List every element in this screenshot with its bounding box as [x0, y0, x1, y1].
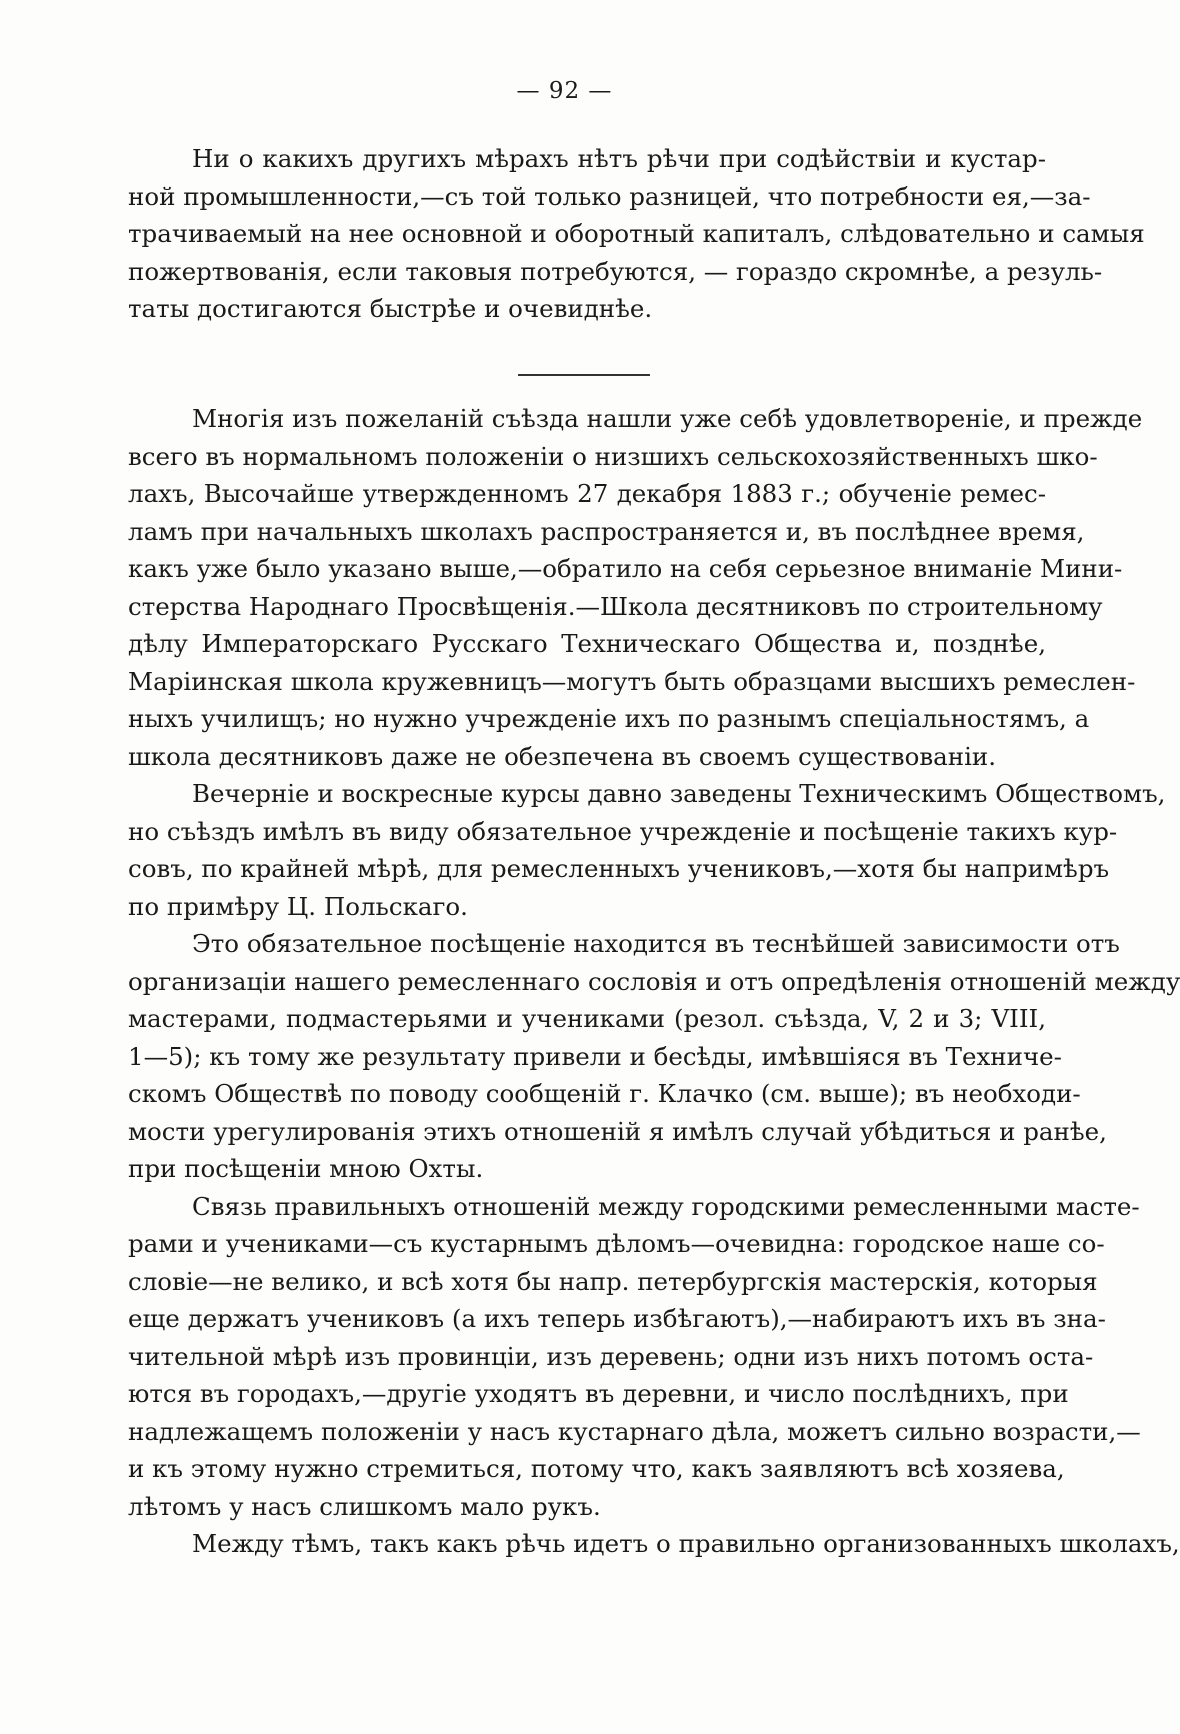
text-line: ныхъ училищъ; но нужно учрежденіе ихъ по разнымъ спеціальностямъ, а — [128, 704, 1090, 733]
text-line: чительной мѣрѣ изъ провинціи, изъ деревень; одни изъ нихъ потомъ оста- — [128, 1341, 1094, 1371]
text-line: Вечерніе и воскресные курсы давно заведены Техническимъ Обществомъ, — [192, 779, 1166, 808]
paragraph-block-1 — [128, 140, 1145, 328]
text-line: Это обязательное посѣщеніе находится въ теснѣйшей зависимости отъ — [192, 929, 1120, 958]
text-line: ламъ при начальныхъ школахъ распространяется и, въ послѣднее время, — [128, 516, 1085, 546]
text-line: трачиваемый на нее основной и оборотный капиталъ, слѣдовательно и самыя — [128, 219, 1145, 248]
text-line: Ни о какихъ другихъ мѣрахъ нѣтъ рѣчи при содѣйствіи и кустар- — [192, 144, 1046, 173]
text-line: всего въ нормальномъ положеніи о низшихъ сельскохозяйственныхъ шко- — [128, 441, 1098, 471]
text-line: лѣтомъ у насъ слишкомъ мало рукъ. — [128, 1491, 601, 1521]
text-line: стерства Народнаго Просвѣщенія.—Школа десятниковъ по строительному — [128, 591, 1103, 621]
text-line: организаціи нашего ремесленнаго сословія и отъ опредѣленія отношеній между — [128, 966, 1180, 996]
section-divider — [518, 374, 650, 376]
text-line: мости урегулированія этихъ отношеній я имѣлъ случай убѣдиться и ранѣе, — [128, 1116, 1107, 1146]
text-line: пожертвованія, если таковыя потребуются, — гораздо скромнѣе, а резуль- — [128, 256, 1103, 286]
text-line: и къ этому нужно стремиться, потому что, какъ заявляютъ всѣ хозяева, — [128, 1454, 1065, 1483]
text-line: рами и учениками—съ кустарнымъ дѣломъ—очевидна: городское наше со- — [128, 1229, 1105, 1258]
text-line: совъ, по крайней мѣрѣ, для ремесленныхъ учениковъ,—хотя бы напримѣръ — [128, 854, 1110, 883]
text-line: какъ уже было указано выше,—обратило на себя серьезное вниманіе Мини- — [128, 554, 1123, 583]
text-line: Маріинская школа кружевницъ—могутъ быть образцами высшихъ ремеслен- — [128, 666, 1136, 696]
text-line: при посѣщеніи мною Охты. — [128, 1154, 484, 1183]
paragraph-block-2 — [128, 400, 1180, 1563]
text-line: скомъ Обществѣ по поводу сообщеній г. Клачко (см. выше); въ необходи- — [128, 1079, 1081, 1108]
text-line: дѣлу Императорскаго Русскаго Техническаго Общества и, позднѣе, — [128, 629, 1046, 658]
page-number: — 92 — — [516, 78, 613, 104]
text-line: таты достигаются быстрѣе и очевиднѣе. — [128, 294, 653, 323]
text-line: лахъ, Высочайше утвержденномъ 27 декабря 1883 г.; обученіе ремес- — [128, 479, 1046, 508]
text-line: словіе—не велико, и всѣ хотя бы напр. петербургскія мастерскія, которыя — [128, 1266, 1098, 1296]
text-line: но съѣздъ имѣлъ въ виду обязательное учрежденіе и посѣщеніе такихъ кур- — [128, 816, 1118, 846]
text-line: по примѣру Ц. Польскаго. — [128, 891, 468, 921]
text-line: ются въ городахъ,—другіе уходятъ въ деревни, и число послѣднихъ, при — [128, 1379, 1069, 1408]
text-line: 1—5); къ тому же результату привели и бесѣды, имѣвшіяся въ Техниче- — [128, 1041, 1062, 1071]
text-line: ной промышленности,—съ той только разницей, что потребности ея,—за- — [128, 181, 1091, 211]
text-line: Между тѣмъ, такъ какъ рѣчь идетъ о правильно организованныхъ школахъ, — [192, 1529, 1180, 1558]
text-line: мастерами, подмастерьями и учениками (резол. съѣзда, V, 2 и 3; VIII, — [128, 1004, 1046, 1033]
text-line: еще держатъ учениковъ (а ихъ теперь избѣгаютъ),—набираютъ ихъ въ зна- — [128, 1304, 1106, 1333]
text-line: Связь правильныхъ отношеній между городскими ремесленными масте- — [192, 1191, 1140, 1221]
text-line: надлежащемъ положеніи у насъ кустарнаго дѣла, можетъ сильно возрасти,— — [128, 1416, 1141, 1446]
text-line: Многія изъ пожеланій съѣзда нашли уже себѣ удовлетвореніе, и прежде — [192, 404, 1143, 433]
text-line: школа десятниковъ даже не обезпечена въ своемъ существованіи. — [128, 741, 997, 771]
